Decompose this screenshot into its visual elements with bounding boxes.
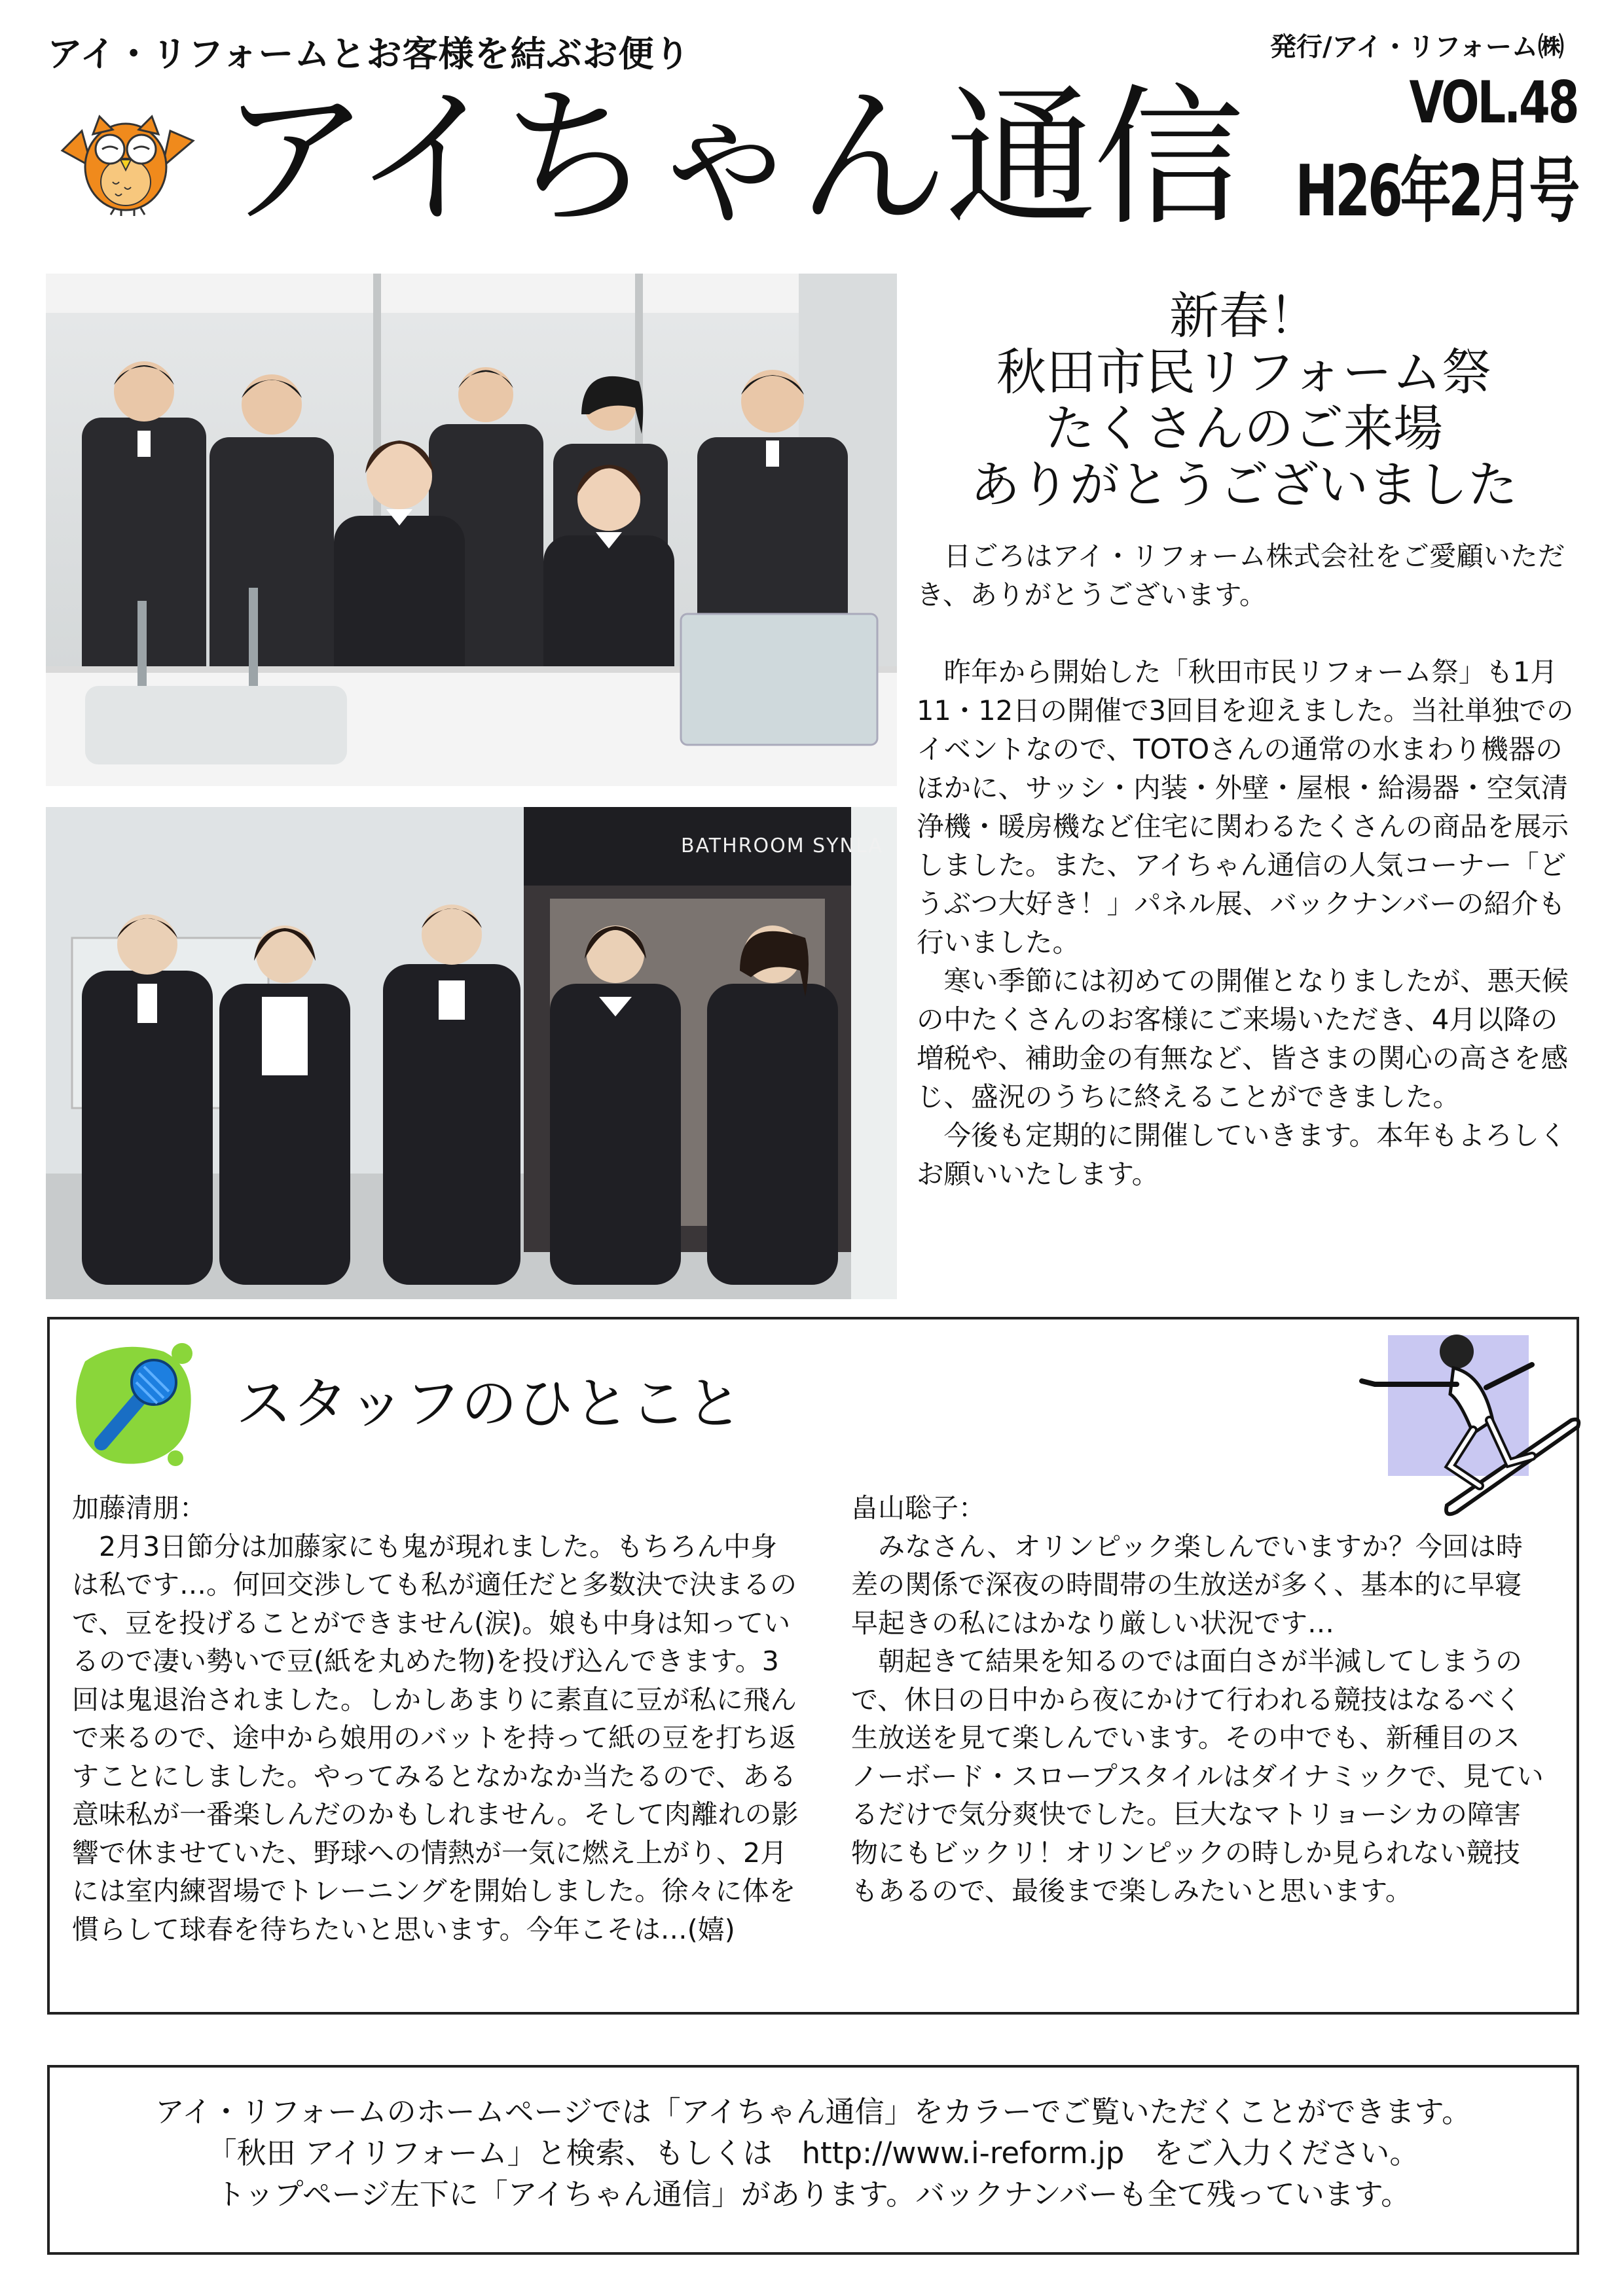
staff-group-photo-1 [46,274,897,786]
staff-name: 畠山聡子： [851,1492,985,1524]
footer-line: アイ・リフォームのホームページでは「アイちゃん通信」をカラーでご覧いただくことができます。 [155,2094,1472,2129]
staff-group-photo-2 [46,807,897,1299]
article-title-line: ありがとうございました [970,456,1518,514]
owl-mascot-icon [52,105,203,216]
article-paragraph: 昨年から開始した「秋田市民リフォーム祭」も1月11・12日の開催で3回目を迎えました。当社単独でのイベントなので、TOTOさんの通常の水まわり機器のほかに、サッシ・内装・外壁・屋根・給湯器・空気清浄機・暖房機など住宅に関わるたくさんの商品を展示しました。また、アイちゃん通信の人気コーナー「どうぶつ大好き！」パネル展、バックナンバーの紹介も行いました。 [917,656,1574,958]
staff-comment-hatakeyama [851,1489,1545,1910]
article-paragraph: 寒い季節には初めての開催となりましたが、悪天候の中たくさんのお客様にご来場いただき、4月以降の増税や、補助金の有無など、皆さまの関心の高さを感じ、盛況のうちに終えることができました。 [917,965,1569,1113]
staff-name: 加藤清朋： [72,1492,206,1524]
showroom-sign: BATHROOM SYNLA [681,834,883,857]
masthead-title: アイちゃん通信 [219,71,1242,246]
article-body [917,537,1584,1193]
tagline: アイ・リフォームとお客様を結ぶお便り [47,33,691,75]
publisher: 発行/アイ・リフォーム㈱ [1269,32,1564,62]
article-paragraph: 日ごろはアイ・リフォーム株式会社をご愛顧いただき、ありがとうございます。 [917,540,1565,611]
footer-url-line[interactable]: 「秋田 アイリフォーム」と検索、もしくは http://www.i-reform.jp をご入力ください。 [207,2136,1419,2170]
issue-date: H26年2月号 [1295,151,1577,232]
footer-notice [47,2091,1579,2215]
volume-number: VOL.48 [1409,69,1577,136]
microphone-icon [65,1335,203,1473]
article-title-line: 新春！ [1169,287,1319,345]
article-title [913,288,1575,513]
article-title-line: 秋田市民リフォーム祭 [996,343,1492,401]
article-title-line: たくさんのご来場 [1045,399,1443,457]
footer-line: トップページ左下に「アイちゃん通信」があります。バックナンバーも全て残っています。 [215,2177,1411,2212]
staff-comment-text: みなさん、オリンピック楽しんでいますか？今回は時差の関係で深夜の時間帯の生放送が多く、基本的に早寝早起きの私にはかなり厳しい状況です… [851,1530,1523,1639]
staff-section-title: スタッフのひとこと [236,1371,742,1437]
staff-comment-text: 2月3日節分は加藤家にも鬼が現れました。もちろん中身は私です…。何回交渉しても私が適任だと多数決で決まるので、豆を投げることができません(涙)。娘も中身は知っているので凄い勢いで豆(紙を丸めた物)を投げ込んできます。3回は鬼退治されました。しかしあまりに素直に豆が私に飛んで来るので、途中から娘用のバットを持って紙の豆を打ち返すことにしました。やってみるとなかなか当たるので、ある意味私が一番楽しんだのかもしれません。そして肉離れの影響で休ませていた、野球への情熱が一気に燃え上がり、2月には室内練習場でトレーニングを開始しました。徐々に体を慣らして球春を待ちたいと思います。今年こそは…(嬉) [72,1530,799,1945]
article-paragraph: 今後も定期的に開催していきます。本年もよろしくお願いいたします。 [917,1119,1567,1190]
staff-comment-text: 朝起きて結果を知るのでは面白さが半減してしまうので、休日の日中から夜にかけて行われる競技はなるべく生放送を見て楽しんでいます。その中でも、新種目のスノーボード・スロープスタイルはダイナミックで、見ているだけで気分爽快でした。巨大なマトリョーシカの障害物にもビックリ！オリンピックの時しか見られない競技もあるので、最後まで楽しみたいと思います。 [851,1645,1544,1907]
staff-comment-kato [72,1489,799,1948]
